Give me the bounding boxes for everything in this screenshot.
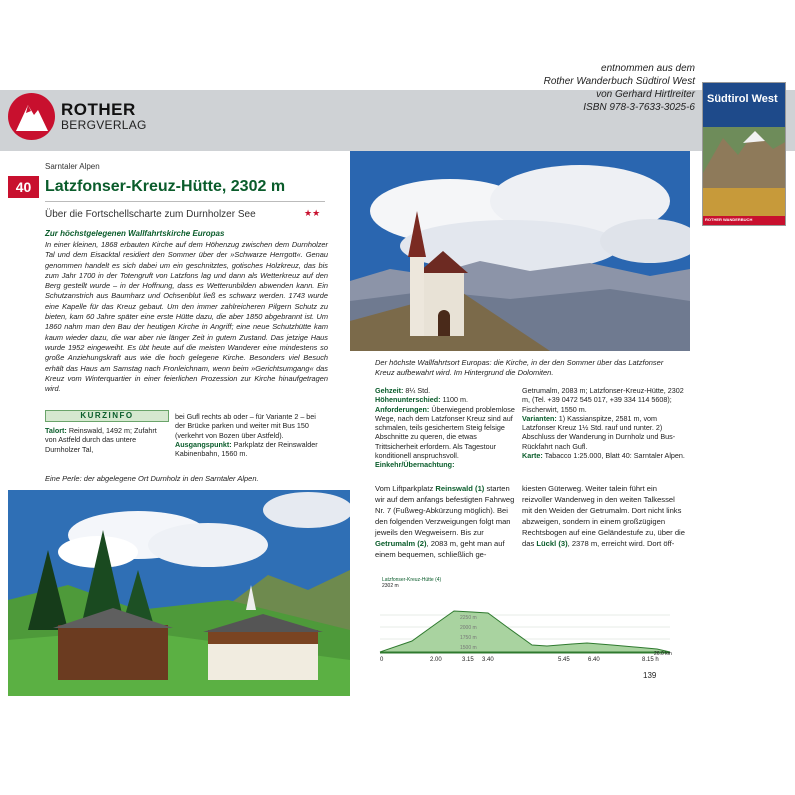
page-number: 139	[643, 671, 657, 680]
body-text-left: Vom Liftparkplatz Reinswald (1) starten wir auf dem anfangs befestigten Fahrweg Nr. 7 (Fußweg-Abkürzung möglich). Bei den folgenden Verzweigungen folgt man jeweils den Wegweisern. Bis zur Getrumalm (2), 2083 m, geht man auf einem bequemen, schließlich ge-	[375, 484, 515, 559]
intro-text: In einer kleinen, 1868 erbauten Kirche auf dem Höhenzug zwischen dem Durnholzer Tal und dem Eisacktal residiert den Sommer über der »Schwarze Herrgott«. Genau genommen handelt es sich dabei um ein geschnitztes, gotisches Holzkreuz, das bis zum Jahr 1700 in der Totengruft von Latzfons lag und dann als Wetterkreuz auf den Berg gestellt wurde – in der Hoffnung, dass es Wetterunbilden abwenden kann. Ein Schutzanstrich aus Baumharz und Ochsenblut ließ es schwarz werden. 1743 wurde eine Kapelle für das Kreuz gebaut. Um den immer zahlreicheren Pilgern Schutz zu bieten, kam 60 Jahre später eine erste Hütte dazu, die aber 1850 abgebrannt ist. Um 1860 nahm man den Bau der heutigen Kirche in Angriff; eine neue Schutzhütte kam kaum wieder dazu, die war aber nie länger Zeit in gutem Zustand. Das jetzige Haus wurde 1952 eingeweiht. Es übt heute auf die meisten Wanderer eine mindestens so große Anziehungskraft aus wie die hoch gelegene Kirche. Besonders viel Besuch erhält das Haus am Samstag nach Fronleichnam, wenn beim »Gerichtsumgang« das Kreuz vom Winterquartier in einer feierlichen Prozession zur Kirche hinaufgetragen wird.	[45, 240, 328, 394]
facts-left: Gehzeit: 8¼ Std. Höhenunterschied: 1100 m. Anforderungen: Überwiegend problemlose Wege, nach dem Latzfonser Kreuz sind auf schmalen, teils gesichertem Steig felsige Abschnitte zu queren, die etwas Trittsicherheit erfordern. Als Tagestour konditionell anspruchsvoll. Einkehr/Übernachtung:	[375, 386, 515, 470]
church-photo	[350, 151, 690, 351]
profile-time-5: 6.40	[588, 657, 600, 663]
profile-time-4: 5.45	[558, 657, 570, 663]
kurzinfo-right: bei Gufl rechts ab oder – für Variante 2 – bei der Brücke parken und weiter mit Bus 150 (verkehrt von Bozen über Astfeld). Ausgangspunkt: Parkplatz der Reinswalder Kabinenbahn, 1560 m.	[175, 412, 318, 459]
book-publisher: ROTHER WANDERBUCH	[705, 217, 753, 222]
elevation-profile	[372, 575, 690, 667]
profile-elev-3: 1750 m	[460, 635, 477, 641]
book-cover	[702, 82, 786, 226]
profile-station-label: Latzfonser-Kreuz-Hütte (4)	[382, 577, 442, 583]
profile-station-alt: 2302 m	[382, 583, 399, 589]
publisher-sub: BERGVERLAG	[61, 118, 147, 132]
profile-time-2: 3.15	[462, 657, 474, 663]
profile-elev-4: 1500 m	[460, 645, 477, 651]
route-subtitle: Über die Fortschellscharte zum Durnholzer See	[45, 209, 256, 220]
rother-logo-icon	[8, 93, 55, 140]
profile-time-1: 2.00	[430, 657, 442, 663]
body-text-right: kiesten Güterweg. Weiter talein führt ein reizvoller Wanderweg in den weiten Talkessel mit den Weiden der Getrumalm. Dort nicht links abzweigen, sondern in einem großzügigen Rechtsbogen auf eine Geländestufe zu, über die das Lückl (3), 2378 m, erreicht wird. Dort öff-	[522, 484, 685, 548]
facts-right: Getrumalm, 2083 m; Latzfonser-Kreuz-Hütte, 2302 m, (Tel. +39 0472 545 017, +39 334 114 5608); Fischerwirt, 1550 m. Varianten: 1) Kassianspitze, 2581 m, vom Latzfonser Kreuz 1½ Std. rauf und runter. 2) Abschluss der Wanderung in Durnholz und Bus-Rückfahrt nach Gufl. Karte: Tabacco 1:25.000, Blatt 40: Sarntaler Alpen.	[522, 386, 685, 461]
profile-time-0: 0	[380, 657, 384, 663]
caption-left-photo: Eine Perle: der abgelegene Ort Durnholz in den Sarntaler Alpen.	[45, 474, 259, 483]
book-title: Südtirol West	[707, 93, 778, 105]
kurzinfo-talort: Talort: Reinswald, 1492 m; Zufahrt von Astfeld durch das untere Durnholzer Tal,	[45, 426, 157, 454]
route-title: Latzfonser-Kreuz-Hütte, 2302 m	[45, 178, 286, 195]
intro-title: Zur höchstgelegenen Wallfahrtskirche Europas	[45, 229, 225, 238]
route-number-badge: 40	[8, 176, 39, 198]
village-photo	[8, 490, 350, 696]
title-divider	[45, 201, 325, 202]
profile-elev-2: 2000 m	[460, 625, 477, 631]
profile-time-3: 3.40	[482, 657, 494, 663]
profile-distance: 26.0 km	[654, 651, 672, 657]
publisher-name: ROTHER	[61, 100, 136, 119]
caption-right-photo: Der höchste Wallfahrtsort Europas: die Kirche, in der den Sommer über das Latzfonser Kreuz aufbewahrt wird. Im Hintergrund die Dolomiten.	[375, 358, 664, 377]
profile-time-6: 8.15 h	[642, 657, 659, 663]
kurzinfo-label: KURZINFO	[80, 411, 134, 420]
source-note: entnommen aus dem Rother Wanderbuch Südtirol West von Gerhard Hirtlreiter ISBN 978-3-7633-3025-6	[543, 63, 695, 113]
difficulty-stars: ★★	[304, 208, 321, 218]
region-label: Sarntaler Alpen	[45, 162, 100, 171]
profile-elev-1: 2250 m	[460, 615, 477, 621]
